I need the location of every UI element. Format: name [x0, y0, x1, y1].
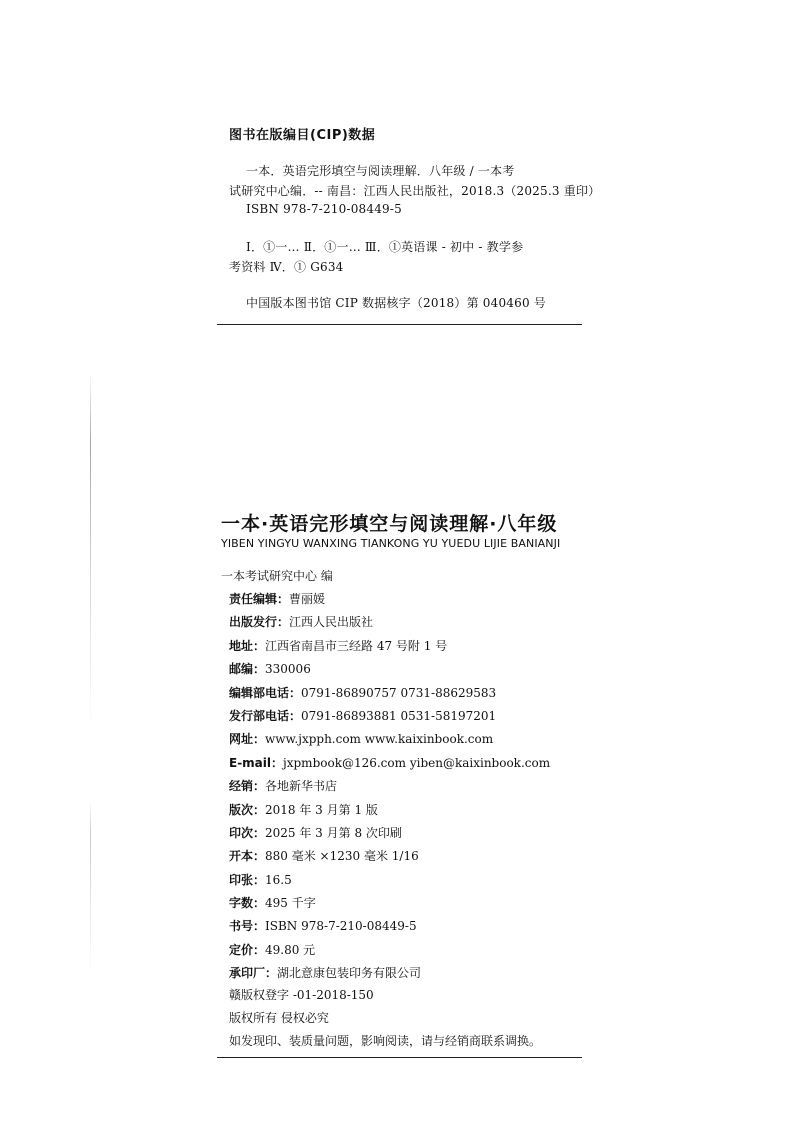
cip-line-2: 试研究中心编．-- 南昌：江西人民出版社，2018.3（2025.3 重印） — [229, 184, 601, 198]
copyright-registration: 赣版权登字 -01-2018-150 — [229, 988, 374, 1002]
divider-rule — [217, 1057, 582, 1058]
info-row-sheets: 印张：16.5 — [229, 872, 292, 887]
cip-line-1: 一本．英语完形填空与阅读理解．八年级 / 一本考 — [246, 164, 515, 178]
quality-notice: 如发现印、装质量问题，影响阅读，请与经销商联系调换。 — [229, 1034, 542, 1048]
info-row-edition: 版次：2018 年 3 月第 1 版 — [229, 802, 378, 817]
info-row-format: 开本：880 毫米 ×1230 毫米 1/16 — [229, 849, 419, 864]
info-row-email: E-mail：jxpmbook@126.com yiben@kaixinbook.com — [229, 755, 551, 770]
cip-line-4: Ⅰ．①一… Ⅱ．①一… Ⅲ．①英语课 - 初中 - 教学参 — [246, 240, 524, 254]
info-row-address: 地址：江西省南昌市三经路 47 号附 1 号 — [229, 638, 448, 653]
info-row-printer: 承印厂：湖北意康包装印务有限公司 — [229, 966, 422, 981]
rights-reserved: 版权所有 侵权必究 — [229, 1011, 329, 1025]
info-row-price: 定价：49.80 元 — [229, 942, 316, 957]
info-row-sales-phone: 发行部电话：0791-86893881 0531-58197201 — [229, 708, 497, 723]
cip-line-6: 中国版本图书馆 CIP 数据核字（2018）第 040460 号 — [246, 296, 547, 310]
info-row-word-count: 字数：495 千字 — [229, 896, 316, 911]
info-row-editor: 责任编辑：曹丽媛 — [229, 592, 326, 606]
author-line: 一本考试研究中心 编 — [221, 569, 333, 583]
info-row-distributor: 经销：各地新华书店 — [229, 779, 338, 794]
info-row-printing: 印次：2025 年 3 月第 8 次印刷 — [229, 825, 402, 840]
divider-rule — [217, 324, 582, 325]
info-row-website: 网址：www.jxpph.com www.kaixinbook.com — [229, 732, 494, 747]
cip-heading: 图书在版编目(CIP)数据 — [229, 128, 376, 143]
scan-edge-mark — [90, 370, 91, 730]
book-title-pinyin: YIBEN YINGYU WANXING TIANKONG YU YUEDU LIJIE BANIANJI — [221, 537, 561, 550]
info-row-postcode: 邮编：330006 — [229, 662, 311, 677]
publication-info-list — [229, 590, 550, 988]
book-title: 一本·英语完形填空与阅读理解·八年级 — [221, 513, 558, 535]
cip-line-5: 考资料 Ⅳ．① G634 — [229, 260, 344, 274]
info-row-isbn: 书号：ISBN 978-7-210-08449-5 — [229, 919, 417, 934]
info-row-publisher: 出版发行：江西人民出版社 — [229, 615, 374, 630]
info-row-editorial-phone: 编辑部电话：0791-86890757 0731-88629583 — [229, 685, 497, 700]
cip-line-3: ISBN 978-7-210-08449-5 — [246, 202, 402, 216]
scan-edge-mark — [90, 800, 91, 980]
